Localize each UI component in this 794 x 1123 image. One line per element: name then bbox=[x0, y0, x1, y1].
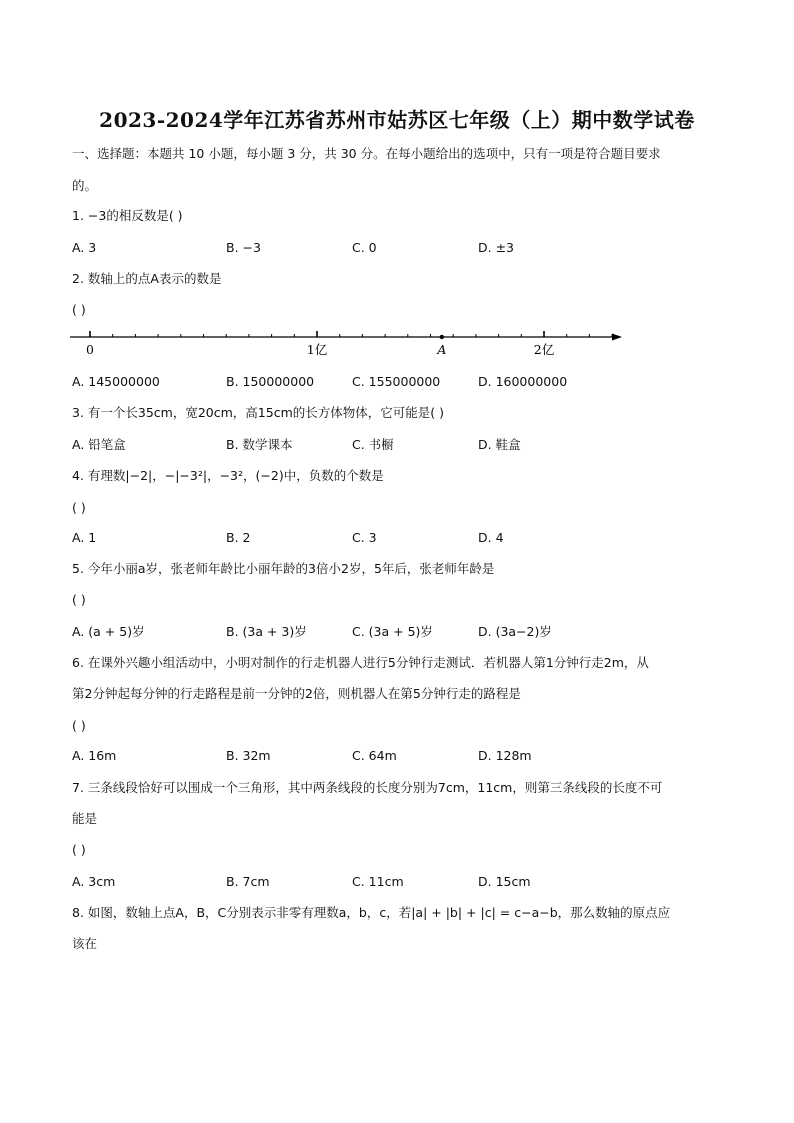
q6-option-b: B. 32m bbox=[226, 748, 271, 763]
q7-option-b: B. 7cm bbox=[226, 874, 270, 889]
q1-option-d: D. ±3 bbox=[478, 240, 514, 255]
question-7-stem-line1: 7. 三条线段恰好可以围成一个三角形，其中两条线段的长度分别为7cm，11cm，则第三条线段的长度不可 bbox=[72, 780, 663, 795]
section-instruction-line1: 一、选择题：本题共 10 小题，每小题 3 分，共 30 分。在每小题给出的选项中，只有一项是符合题目要求 bbox=[72, 146, 661, 161]
question-5-stem: 5. 今年小丽a岁，张老师年龄比小丽年龄的3倍小2岁，5年后，张老师年龄是 bbox=[72, 561, 495, 576]
q2-option-d: D. 160000000 bbox=[478, 374, 568, 389]
q3-option-b: B. 数学课本 bbox=[226, 437, 293, 452]
number-line-labels bbox=[86, 342, 555, 357]
q6-option-a: A. 16m bbox=[72, 748, 117, 763]
number-line-ticks bbox=[90, 331, 630, 339]
q5-option-a: A. (a + 5)岁 bbox=[72, 624, 145, 639]
number-line-arrow bbox=[612, 334, 622, 341]
q1-option-b: B. −3 bbox=[226, 240, 261, 255]
section-instruction-line2: 的。 bbox=[72, 178, 98, 193]
question-8-stem-line1: 8. 如图，数轴上点A，B，C分别表示非零有理数a，b，c，若|a| + |b| + |c| = c−a−b，那么数轴的原点应 bbox=[72, 905, 671, 920]
q4-option-d: D. 4 bbox=[478, 530, 504, 545]
q3-option-c: C. 书橱 bbox=[352, 437, 394, 452]
question-4-bracket: ( ) bbox=[72, 500, 86, 515]
q5-option-b: B. (3a + 3)岁 bbox=[226, 624, 307, 639]
question-4-stem: 4. 有理数|−2|，−|−3²|，−3²，(−2)中，负数的个数是 bbox=[72, 468, 384, 483]
question-6-bracket: ( ) bbox=[72, 718, 86, 733]
q4-option-c: C. 3 bbox=[352, 530, 377, 545]
q5-option-c: C. (3a + 5)岁 bbox=[352, 624, 433, 639]
number-line-label-0: 0 bbox=[86, 342, 94, 357]
question-6-stem-line2: 第2分钟起每分钟的行走路程是前一分钟的2倍，则机器人在第5分钟行走的路程是 bbox=[72, 686, 521, 701]
q2-option-b: B. 150000000 bbox=[226, 374, 315, 389]
number-line-label-1: 1亿 bbox=[306, 342, 328, 357]
question-2-stem: 2. 数轴上的点A表示的数是 bbox=[72, 271, 222, 286]
number-line-label-3: 2亿 bbox=[533, 342, 555, 357]
number-line-label-a: A bbox=[437, 342, 447, 357]
page-title: 2023-2024学年江苏省苏州市姑苏区七年级（上）期中数学试卷 bbox=[99, 108, 695, 132]
q2-option-a: A. 145000000 bbox=[72, 374, 160, 389]
q6-option-c: C. 64m bbox=[352, 748, 397, 763]
q1-option-a: A. 3 bbox=[72, 240, 97, 255]
question-3-stem: 3. 有一个长35cm，宽20cm，高15cm的长方体物体，它可能是( ) bbox=[72, 405, 444, 420]
q1-option-c: C. 0 bbox=[352, 240, 377, 255]
question-7-stem-line2: 能是 bbox=[72, 811, 98, 826]
q3-option-a: A. 铅笔盒 bbox=[72, 437, 126, 452]
q7-option-d: D. 15cm bbox=[478, 874, 531, 889]
q7-option-a: A. 3cm bbox=[72, 874, 116, 889]
question-5-bracket: ( ) bbox=[72, 592, 86, 607]
q2-option-c: C. 155000000 bbox=[352, 374, 441, 389]
q7-option-c: C. 11cm bbox=[352, 874, 404, 889]
question-8-stem-line2: 该在 bbox=[72, 936, 98, 951]
q4-option-b: B. 2 bbox=[226, 530, 251, 545]
q4-option-a: A. 1 bbox=[72, 530, 97, 545]
point-a-marker bbox=[440, 335, 444, 339]
question-2-bracket: ( ) bbox=[72, 302, 86, 317]
question-6-stem-line1: 6. 在课外兴趣小组活动中，小明对制作的行走机器人进行5分钟行走测试．若机器人第1分钟行走2m，从 bbox=[72, 655, 649, 670]
q6-option-d: D. 128m bbox=[478, 748, 532, 763]
q5-option-d: D. (3a−2)岁 bbox=[478, 624, 552, 639]
q3-option-d: D. 鞋盒 bbox=[478, 437, 521, 452]
question-7-bracket: ( ) bbox=[72, 842, 86, 857]
number-line-figure bbox=[66, 326, 630, 360]
question-1-stem: 1. −3的相反数是( ) bbox=[72, 208, 183, 223]
